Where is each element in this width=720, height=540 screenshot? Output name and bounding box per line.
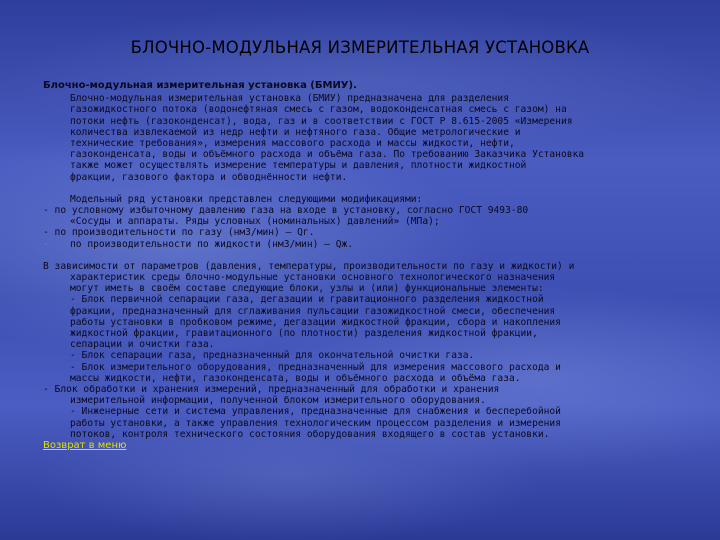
- block-item: - Блок сепарации газа, предназначенный для окончательной очистки газа.: [70, 350, 475, 362]
- block-item: - Блок первичной сепарации газа, дегазации и гравитационного разделения жидкостной: [70, 294, 544, 306]
- slide-title: БЛОЧНО-МОДУЛЬНАЯ ИЗМЕРИТЕЛЬНАЯ УСТАНОВКА: [130, 38, 590, 57]
- modification-text: по производительности по жидкости (нм3/мин) – Qж.: [70, 238, 354, 250]
- blocks-section: [43, 261, 683, 440]
- block-item: - Блок обработки и хранения измерений, предназначенный для обработки и хранения: [43, 384, 500, 396]
- intro-line: фракции, газового фактора и обводнённости нефти.: [70, 171, 348, 183]
- block-item-cont: фракции, предназначенный для сглаживания пульсации газожидкостной смеси, обеспечения: [70, 305, 556, 317]
- blocks-intro-line: В зависимости от параметров (давления, температуры, производительности по газу и жидкости) и: [43, 260, 575, 272]
- block-item-cont: работы установки, а также управления технологическим процессом разделения и измерения: [70, 417, 561, 429]
- intro-line: Блочно-модульная измерительная установка (БМИУ) предназначена для разделения: [70, 93, 509, 105]
- block-item-cont: сепарации и очистки газа.: [70, 339, 215, 351]
- modification-item: [43, 239, 683, 250]
- list-bullet: -: [43, 238, 49, 250]
- block-item-cont: измерительной информации, полученной блоком измерительного оборудования.: [70, 395, 486, 407]
- slide-body: [43, 80, 683, 451]
- spacer: [43, 183, 683, 194]
- modification-item: - по условному избыточному давлению газа на входе в установку, согласно ГОСТ 9493-80: [43, 205, 529, 217]
- intro-line: технические требования», измерения массового расхода и массы жидкости, нефти,: [70, 138, 515, 150]
- block-item-cont: массы жидкости, нефти, газоконденсата, воды и объёмного расхода и объёма газа.: [70, 372, 521, 384]
- intro-line: также может осуществлять измерение температуры и давления, плотности жидкостной: [70, 160, 527, 172]
- intro-paragraph: [43, 93, 683, 183]
- block-item: - Блок измерительного оборудования, предназначенный для измерения массового расхода и: [70, 361, 561, 373]
- block-item-cont: работы установки в пробковом режиме, дегазации жидкостной фракции, сбора и накопления: [70, 316, 561, 328]
- block-item-cont: потоков, контроля технического состояния оборудования входящего в состав установки.: [70, 428, 550, 440]
- spacer: [43, 250, 683, 261]
- modifications-list: [43, 194, 683, 250]
- intro-line: газоконденсата, воды и объёмного расхода и объёма газа. По требованию Заказчика Установка: [70, 149, 585, 161]
- modification-item-cont: «Сосуды и аппараты. Ряды условных (номинальных) давлений» (МПа);: [70, 216, 440, 228]
- back-to-menu-link[interactable]: Возврат в меню: [43, 440, 127, 452]
- modification-item: - по производительности по газу (нм3/мин) – Qг.: [43, 227, 315, 239]
- blocks-intro-line: могут иметь в своём составе следующие блоки, узлы и (или) функциональные элементы:: [70, 283, 544, 295]
- block-item: - Инженерные сети и система управления, предназначенные для снабжения и бесперебойной: [70, 406, 561, 418]
- section-subtitle: Блочно-модульная измерительная установка (БМИУ).: [43, 80, 357, 91]
- intro-line: количества извлекаемой из недр нефти и нефтяного газа. Общие метрологические и: [70, 126, 521, 138]
- modifications-intro: Модельный ряд установки представлен следующими модификациями:: [70, 193, 423, 205]
- intro-line: потоки нефть (газоконденсат), вода, газ и в соответствии с ГОСТ Р 8.615-2005 «Измерения: [70, 115, 573, 127]
- block-item-cont: жидкостной фракции, гравитационного (по плотности) разделения жидкостной фракции,: [70, 328, 538, 340]
- intro-line: газожидкостного потока (водонефтяная смесь с газом, водоконденсатная смесь с газом) на: [70, 104, 567, 116]
- blocks-intro-line: характеристик среды блочно-модульные установки основного технологического назначения: [70, 272, 556, 284]
